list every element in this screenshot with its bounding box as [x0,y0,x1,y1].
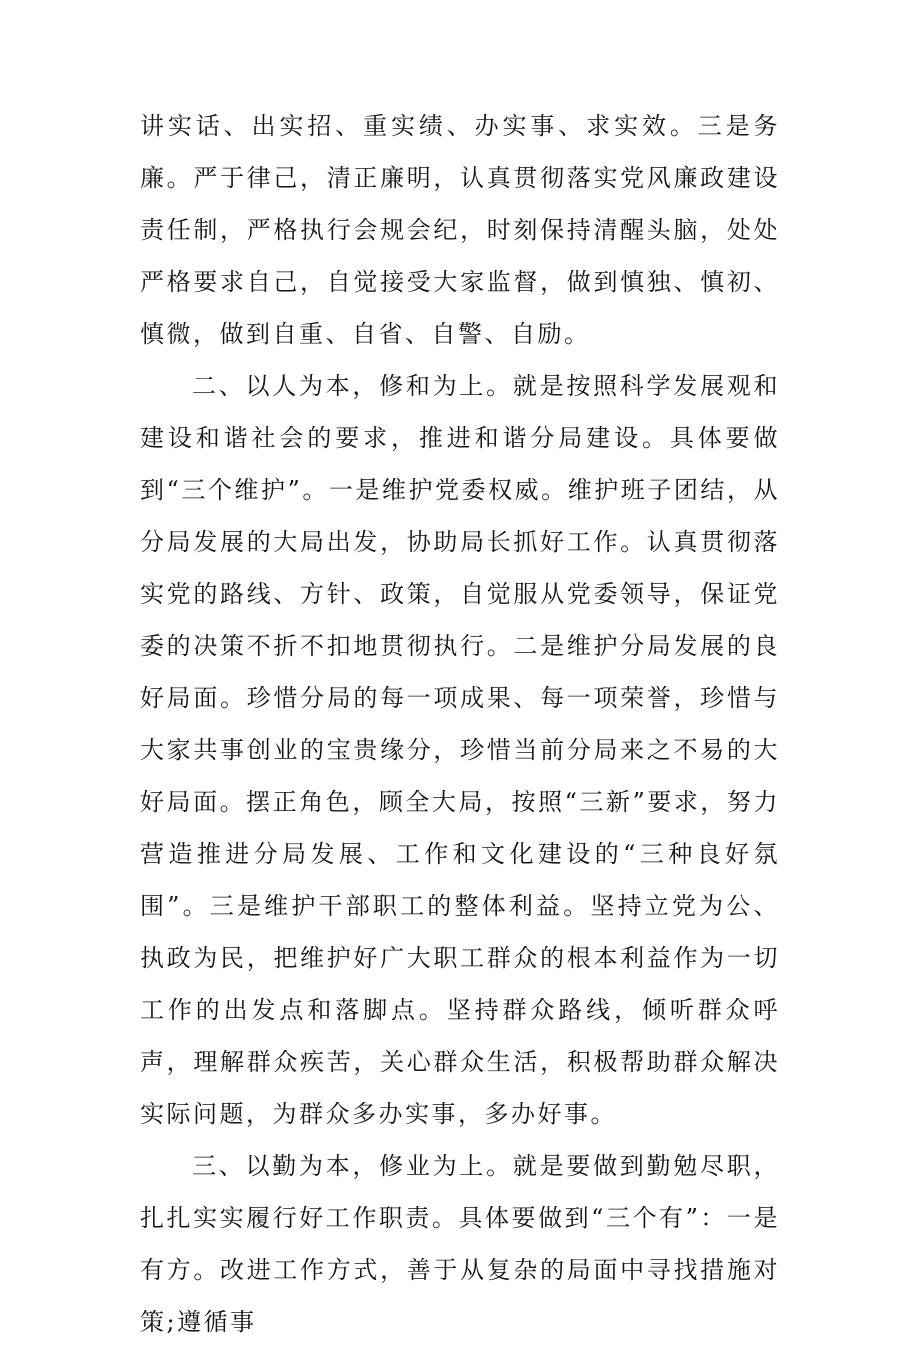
paragraph-section-three: 三、以勤为本，修业为上。就是要做到勤勉尽职，扎扎实实履行好工作职责。具体要做到“三个有”：一是有方。改进工作方式，善于从复杂的局面中寻找措施对策;遵循事 [140,1152,780,1336]
document-body [140,100,780,1348]
paragraph-section-two: 二、以人为本，修和为上。就是按照科学发展观和建设和谐社会的要求，推进和谐分局建设。具体要做到“三个维护”。一是维护党委权威。维护班子团结，从分局发展的大局出发，协助局长抓好工作。认真贯彻落实党的路线、方针、政策，自觉服从党委领导，保证党委的决策不折不扣地贯彻执行。二是维护分局发展的良好局面。珍惜分局的每一项成果、每一项荣誉，珍惜与大家共事创业的宝贵缘分，珍惜当前分局来之不易的大好局面。摆正角色，顾全大局，按照“三新”要求，努力营造推进分局发展、工作和文化建设的“三种良好氛围”。三是维护干部职工的整体利益。坚持立党为公、执政为民，把维护好广大职工群众的根本利益作为一切工作的出发点和落脚点。坚持群众路线，倾听群众呼声，理解群众疾苦，关心群众生活，积极帮助群众解决实际问题，为群众多办实事，多办好事。 [140,372,780,1128]
paragraph-continuation: 讲实话、出实招、重实绩、办实事、求实效。三是务廉。严于律己，清正廉明，认真贯彻落实党风廉政建设责任制，严格执行会规会纪，时刻保持清醒头脑，处处严格要求自己，自觉接受大家监督，做到慎独、慎初、慎微，做到自重、自省、自警、自励。 [140,112,780,348]
